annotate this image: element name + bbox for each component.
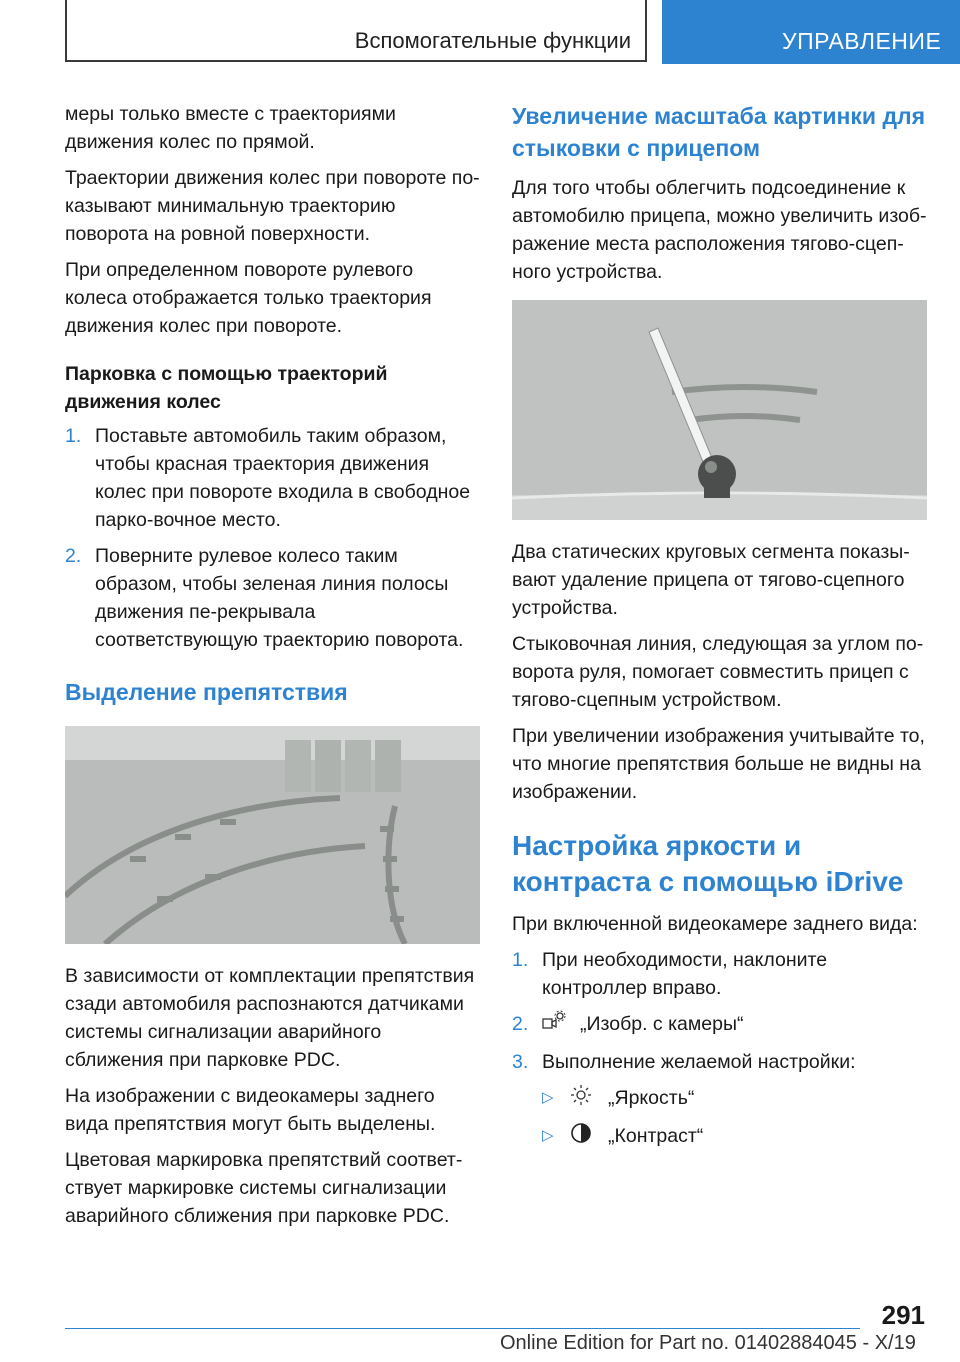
step-number: 2. — [65, 545, 82, 567]
footer-divider — [65, 1328, 860, 1329]
item-text: „Яркость“ — [608, 1087, 695, 1110]
brightness-icon — [570, 1084, 594, 1114]
subheading-parking: Парковка с помощью траекторий движения колес — [65, 363, 388, 413]
header-chapter-box — [662, 0, 960, 64]
section-heading-obstacles: Выделение препятствия — [65, 679, 348, 705]
list-item — [512, 1084, 932, 1114]
paragraph: На изображении с видеокамеры заднего вида препятствия могут быть выделены. — [65, 1085, 436, 1135]
list-marker: ▷ — [542, 1127, 554, 1144]
step-text: Поверните рулевое колесо таким образом, чтобы зеленая линия полосы движения пе-рекрывала соответствующую траекторию поворота. — [95, 545, 464, 651]
idrive-steps-list — [512, 946, 932, 1076]
paragraph: При включенной видеокамере заднего вида: — [512, 913, 918, 935]
paragraph: При увеличении изображения учитывайте то, что многие препятствия больше не видны на изображении. — [512, 725, 925, 803]
section-heading-brightness: Настройка яркости и контраста с помощью iDrive — [512, 830, 904, 897]
paragraph: В зависимости от комплектации препятствия сзади автомобиля распознаются датчиками системы сигнализации аварийного сближения при парковке PDC. — [65, 965, 475, 1071]
page-number: 291 — [881, 1300, 925, 1330]
list-item — [512, 1010, 932, 1040]
parking-steps-list — [65, 422, 480, 654]
contrast-icon — [570, 1122, 594, 1152]
obstacle-highlight-figure — [65, 726, 480, 944]
step-number: 3. — [512, 1051, 529, 1073]
paragraph: Цветовая маркировка препятствий соответ-ствует маркировке системы сигнализации аварийного сближения при парковке PDC. — [65, 1149, 463, 1227]
item-text: „Контраст“ — [608, 1125, 704, 1148]
header-section-box — [65, 0, 647, 62]
section-heading-zoom: Увеличение масштаба картинки для стыковки с прицепом — [512, 103, 926, 161]
paragraph: Траектории движения колес при повороте по-казывают минимальную траекторию поворота на ровной поверхности. — [65, 167, 480, 245]
step-number: 1. — [512, 949, 529, 971]
step-text: „Изобр. с камеры“ — [580, 1013, 744, 1036]
section-title: Вспомогательные функции — [354, 28, 631, 53]
list-marker: ▷ — [542, 1089, 554, 1106]
step-number: 1. — [65, 425, 82, 447]
step-text: Поставьте автомобиль таким образом, чтобы красная траектория движения колес при повороте входила в свободное парко-вочное место. — [95, 425, 471, 531]
list-item — [512, 1122, 932, 1152]
right-column — [512, 100, 932, 1160]
chapter-title: УПРАВЛЕНИЕ — [782, 28, 942, 54]
trailer-coupling-figure — [512, 300, 927, 520]
list-item — [512, 946, 932, 1002]
camera-settings-icon — [542, 1010, 566, 1040]
paragraph: Стыковочная линия, следующая за углом по-ворота руля, помогает совместить прицеп с тягово-сцепным устройством. — [512, 633, 924, 711]
left-column — [65, 100, 480, 1238]
list-item — [65, 542, 480, 654]
step-text: При необходимости, наклоните контроллер вправо. — [542, 949, 828, 999]
step-text: Выполнение желаемой настройки: — [542, 1051, 856, 1073]
paragraph: Два статических круговых сегмента показы-вают удаление прицепа от тягово-сцепного устройства. — [512, 541, 910, 619]
paragraph: меры только вместе с траекториями движения колес по прямой. — [65, 103, 396, 153]
edition-text: Online Edition for Part no. 01402884045 - X/19 — [500, 1332, 916, 1354]
paragraph: Для того чтобы облегчить подсоединение к автомобилю прицепа, можно увеличить изоб-ражение места расположения тягово-сцеп-ного устройства. — [512, 177, 927, 283]
list-item — [65, 422, 480, 534]
step-number: 2. — [512, 1013, 529, 1035]
list-item — [512, 1048, 932, 1076]
paragraph: При определенном повороте рулевого колеса отображается только траектория движения колес при повороте. — [65, 259, 432, 337]
